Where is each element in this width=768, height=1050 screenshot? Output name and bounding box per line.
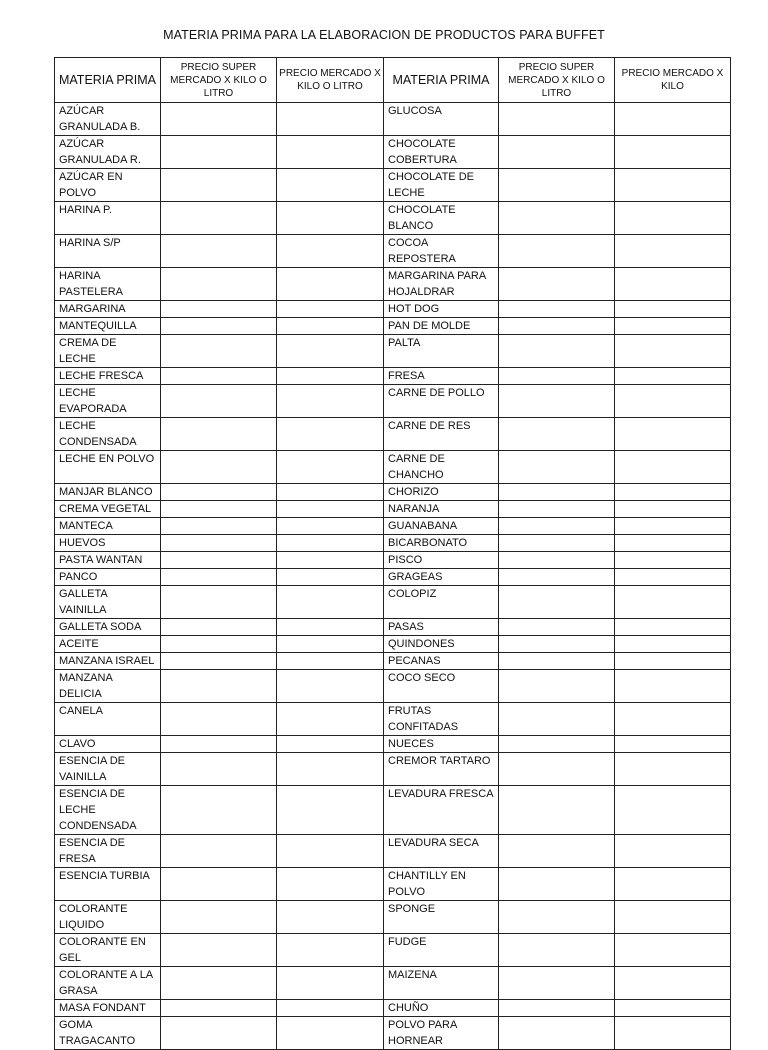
precio-mercado-left-cell[interactable] (277, 736, 384, 753)
precio-mercado-right-cell[interactable] (615, 835, 731, 868)
item-right-cell: COCO SECO (384, 670, 499, 703)
precio-mercado-left-cell[interactable] (277, 586, 384, 619)
precio-super-right-cell[interactable] (499, 586, 615, 619)
precio-super-right-cell[interactable] (499, 1017, 615, 1050)
precio-super-left-cell[interactable] (161, 136, 277, 169)
precio-mercado-right-cell[interactable] (615, 368, 731, 385)
precio-super-left-cell[interactable] (161, 335, 277, 368)
table-body (55, 103, 731, 1050)
precio-mercado-right-cell[interactable] (615, 535, 731, 552)
precio-super-right-cell[interactable] (499, 335, 615, 368)
precio-super-left-cell[interactable] (161, 569, 277, 586)
header-precio-mercado-right: PRECIO MERCADO X KILO (615, 58, 731, 103)
precio-super-left-cell[interactable] (161, 368, 277, 385)
item-left-cell: HARINA P. (55, 202, 161, 235)
item-left-cell: AZÚCAR EN POLVO (55, 169, 161, 202)
precio-super-left-cell[interactable] (161, 268, 277, 301)
table-row (55, 736, 731, 753)
item-right-cell: MAIZENA (384, 967, 499, 1000)
precio-mercado-left-cell[interactable] (277, 518, 384, 535)
table-row (55, 868, 731, 901)
item-left-cell: ESENCIA DE FRESA (55, 835, 161, 868)
table-row (55, 1000, 731, 1017)
item-right-cell: BICARBONATO (384, 535, 499, 552)
precio-mercado-right-cell[interactable] (615, 619, 731, 636)
item-right-cell: PISCO (384, 552, 499, 569)
table-row (55, 335, 731, 368)
precio-mercado-right-cell[interactable] (615, 670, 731, 703)
table-row (55, 451, 731, 484)
item-right-cell: SPONGE (384, 901, 499, 934)
item-left-cell: COLORANTE EN GEL (55, 934, 161, 967)
item-right-cell: PAN DE MOLDE (384, 318, 499, 335)
precio-super-right-cell[interactable] (499, 868, 615, 901)
precio-super-right-cell[interactable] (499, 202, 615, 235)
item-right-cell: PECANAS (384, 653, 499, 670)
precio-super-left-cell[interactable] (161, 301, 277, 318)
precio-mercado-left-cell[interactable] (277, 552, 384, 569)
item-left-cell: AZÚCAR GRANULADA R. (55, 136, 161, 169)
precio-mercado-right-cell[interactable] (615, 103, 731, 136)
precio-mercado-right-cell[interactable] (615, 501, 731, 518)
precio-super-left-cell[interactable] (161, 934, 277, 967)
item-right-cell: COLOPIZ (384, 586, 499, 619)
item-left-cell: MANJAR BLANCO (55, 484, 161, 501)
table-row (55, 619, 731, 636)
precio-mercado-left-cell[interactable] (277, 653, 384, 670)
precio-super-right-cell[interactable] (499, 368, 615, 385)
precio-mercado-right-cell[interactable] (615, 1017, 731, 1050)
item-left-cell: AZÚCAR GRANULADA B. (55, 103, 161, 136)
precio-mercado-left-cell[interactable] (277, 202, 384, 235)
table-row (55, 385, 731, 418)
precio-super-right-cell[interactable] (499, 901, 615, 934)
item-right-cell: PALTA (384, 335, 499, 368)
item-left-cell: CREMA VEGETAL (55, 501, 161, 518)
table-row (55, 670, 731, 703)
item-right-cell: GRAGEAS (384, 569, 499, 586)
item-left-cell: COLORANTE A LA GRASA (55, 967, 161, 1000)
item-right-cell: CHUÑO (384, 1000, 499, 1017)
table-row (55, 169, 731, 202)
precio-super-left-cell[interactable] (161, 736, 277, 753)
item-right-cell: COCOA REPOSTERA (384, 235, 499, 268)
table-row (55, 636, 731, 653)
item-right-cell: CHOCOLATE COBERTURA (384, 136, 499, 169)
precio-mercado-left-cell[interactable] (277, 484, 384, 501)
item-right-cell: PASAS (384, 619, 499, 636)
header-row (55, 58, 731, 103)
document-title: MATERIA PRIMA PARA LA ELABORACION DE PRODUCTOS PARA BUFFET (163, 28, 605, 42)
item-right-cell: CARNE DE CHANCHO (384, 451, 499, 484)
item-right-cell: FUDGE (384, 934, 499, 967)
precio-mercado-right-cell[interactable] (615, 136, 731, 169)
item-right-cell: CHANTILLY EN POLVO (384, 868, 499, 901)
table-row (55, 552, 731, 569)
precio-super-left-cell[interactable] (161, 753, 277, 786)
precio-super-left-cell[interactable] (161, 1000, 277, 1017)
precio-mercado-right-cell[interactable] (615, 703, 731, 736)
item-right-cell: CHOCOLATE BLANCO (384, 202, 499, 235)
precio-mercado-right-cell[interactable] (615, 586, 731, 619)
precio-super-right-cell[interactable] (499, 967, 615, 1000)
precio-mercado-left-cell[interactable] (277, 1017, 384, 1050)
table-row (55, 318, 731, 335)
precio-super-left-cell[interactable] (161, 586, 277, 619)
item-right-cell: HOT DOG (384, 301, 499, 318)
precio-mercado-right-cell[interactable] (615, 318, 731, 335)
precio-super-left-cell[interactable] (161, 1017, 277, 1050)
precio-mercado-left-cell[interactable] (277, 901, 384, 934)
precio-super-right-cell[interactable] (499, 484, 615, 501)
item-left-cell: ACEITE (55, 636, 161, 653)
precio-super-left-cell[interactable] (161, 235, 277, 268)
precio-super-left-cell[interactable] (161, 518, 277, 535)
item-right-cell: CARNE DE POLLO (384, 385, 499, 418)
item-left-cell: MANTECA (55, 518, 161, 535)
precio-super-left-cell[interactable] (161, 484, 277, 501)
precio-super-right-cell[interactable] (499, 1000, 615, 1017)
precio-mercado-right-cell[interactable] (615, 518, 731, 535)
item-left-cell: HARINA S/P (55, 235, 161, 268)
precio-super-right-cell[interactable] (499, 385, 615, 418)
precio-super-left-cell[interactable] (161, 103, 277, 136)
item-left-cell: LECHE EVAPORADA (55, 385, 161, 418)
item-left-cell: MANTEQUILLA (55, 318, 161, 335)
precio-super-right-cell[interactable] (499, 653, 615, 670)
precio-mercado-right-cell[interactable] (615, 169, 731, 202)
table-row (55, 136, 731, 169)
precio-super-left-cell[interactable] (161, 385, 277, 418)
precio-super-right-cell[interactable] (499, 934, 615, 967)
precio-super-right-cell[interactable] (499, 518, 615, 535)
precio-mercado-right-cell[interactable] (615, 901, 731, 934)
precio-super-right-cell[interactable] (499, 235, 615, 268)
item-left-cell: CANELA (55, 703, 161, 736)
item-left-cell: GOMA TRAGACANTO (55, 1017, 161, 1050)
precio-mercado-left-cell[interactable] (277, 967, 384, 1000)
precio-super-left-cell[interactable] (161, 501, 277, 518)
header-materia-prima-right: MATERIA PRIMA (384, 58, 499, 103)
item-left-cell: PASTA WANTAN (55, 552, 161, 569)
precio-super-left-cell[interactable] (161, 318, 277, 335)
item-left-cell: MANZANA ISRAEL (55, 653, 161, 670)
precio-super-right-cell[interactable] (499, 753, 615, 786)
precio-super-right-cell[interactable] (499, 169, 615, 202)
precio-super-left-cell[interactable] (161, 535, 277, 552)
item-left-cell: GALLETA SODA (55, 619, 161, 636)
item-right-cell: CREMOR TARTARO (384, 753, 499, 786)
precio-mercado-left-cell[interactable] (277, 835, 384, 868)
precio-super-left-cell[interactable] (161, 868, 277, 901)
table-row (55, 786, 731, 835)
item-left-cell: GALLETA VAINILLA (55, 586, 161, 619)
item-left-cell: CLAVO (55, 736, 161, 753)
precio-mercado-right-cell[interactable] (615, 636, 731, 653)
precio-mercado-right-cell[interactable] (615, 1000, 731, 1017)
table-row (55, 753, 731, 786)
header-precio-super-left: PRECIO SUPER MERCADO X KILO O LITRO (161, 58, 277, 103)
table-row (55, 535, 731, 552)
item-right-cell: FRESA (384, 368, 499, 385)
precio-super-right-cell[interactable] (499, 136, 615, 169)
item-right-cell: MARGARINA PARA HOJALDRAR (384, 268, 499, 301)
precio-mercado-left-cell[interactable] (277, 385, 384, 418)
table-row (55, 103, 731, 136)
item-left-cell: ESENCIA TURBIA (55, 868, 161, 901)
item-right-cell: CHOCOLATE DE LECHE (384, 169, 499, 202)
table-row (55, 501, 731, 518)
precio-super-right-cell[interactable] (499, 318, 615, 335)
precio-super-right-cell[interactable] (499, 736, 615, 753)
table-row (55, 1017, 731, 1050)
precio-mercado-left-cell[interactable] (277, 786, 384, 835)
precio-super-left-cell[interactable] (161, 451, 277, 484)
precio-super-left-cell[interactable] (161, 202, 277, 235)
precio-mercado-right-cell[interactable] (615, 335, 731, 368)
precio-mercado-left-cell[interactable] (277, 318, 384, 335)
table-row (55, 301, 731, 318)
item-right-cell: GUANABANA (384, 518, 499, 535)
precio-mercado-right-cell[interactable] (615, 301, 731, 318)
precio-super-right-cell[interactable] (499, 535, 615, 552)
precio-mercado-left-cell[interactable] (277, 753, 384, 786)
item-left-cell: HARINA PASTELERA (55, 268, 161, 301)
precio-mercado-left-cell[interactable] (277, 235, 384, 268)
precio-super-left-cell[interactable] (161, 418, 277, 451)
precio-mercado-right-cell[interactable] (615, 235, 731, 268)
precio-super-right-cell[interactable] (499, 636, 615, 653)
precio-super-left-cell[interactable] (161, 653, 277, 670)
precio-super-right-cell[interactable] (499, 786, 615, 835)
precio-super-right-cell[interactable] (499, 569, 615, 586)
item-left-cell: ESENCIA DE LECHE CONDENSADA (55, 786, 161, 835)
precio-super-left-cell[interactable] (161, 670, 277, 703)
precio-mercado-left-cell[interactable] (277, 868, 384, 901)
precio-mercado-left-cell[interactable] (277, 335, 384, 368)
precio-mercado-left-cell[interactable] (277, 619, 384, 636)
header-materia-prima-left: MATERIA PRIMA (55, 58, 161, 103)
precio-super-right-cell[interactable] (499, 552, 615, 569)
table-row (55, 418, 731, 451)
ingredients-price-table (54, 57, 731, 1050)
precio-mercado-left-cell[interactable] (277, 451, 384, 484)
precio-super-right-cell[interactable] (499, 418, 615, 451)
item-right-cell: NUECES (384, 736, 499, 753)
table-row (55, 901, 731, 934)
item-right-cell: LEVADURA FRESCA (384, 786, 499, 835)
item-right-cell: FRUTAS CONFITADAS (384, 703, 499, 736)
precio-super-right-cell[interactable] (499, 703, 615, 736)
precio-mercado-left-cell[interactable] (277, 136, 384, 169)
precio-mercado-left-cell[interactable] (277, 103, 384, 136)
table-row (55, 703, 731, 736)
precio-mercado-right-cell[interactable] (615, 202, 731, 235)
precio-mercado-left-cell[interactable] (277, 368, 384, 385)
precio-super-left-cell[interactable] (161, 967, 277, 1000)
table-row (55, 518, 731, 535)
precio-super-left-cell[interactable] (161, 703, 277, 736)
table-row (55, 653, 731, 670)
item-right-cell: POLVO PARA HORNEAR (384, 1017, 499, 1050)
item-left-cell: LECHE EN POLVO (55, 451, 161, 484)
precio-mercado-right-cell[interactable] (615, 653, 731, 670)
table-row (55, 586, 731, 619)
item-right-cell: CHORIZO (384, 484, 499, 501)
precio-super-left-cell[interactable] (161, 835, 277, 868)
item-left-cell: COLORANTE LIQUIDO (55, 901, 161, 934)
table-row (55, 569, 731, 586)
item-left-cell: PANCO (55, 569, 161, 586)
precio-super-right-cell[interactable] (499, 619, 615, 636)
precio-mercado-left-cell[interactable] (277, 418, 384, 451)
precio-super-right-cell[interactable] (499, 501, 615, 518)
precio-mercado-right-cell[interactable] (615, 934, 731, 967)
item-right-cell: CARNE DE RES (384, 418, 499, 451)
precio-mercado-right-cell[interactable] (615, 736, 731, 753)
table-row (55, 268, 731, 301)
precio-mercado-left-cell[interactable] (277, 1000, 384, 1017)
precio-mercado-left-cell[interactable] (277, 268, 384, 301)
precio-super-right-cell[interactable] (499, 835, 615, 868)
precio-mercado-right-cell[interactable] (615, 786, 731, 835)
precio-super-left-cell[interactable] (161, 169, 277, 202)
precio-mercado-right-cell[interactable] (615, 385, 731, 418)
table-row (55, 202, 731, 235)
precio-super-right-cell[interactable] (499, 670, 615, 703)
item-left-cell: LECHE FRESCA (55, 368, 161, 385)
item-left-cell: MARGARINA (55, 301, 161, 318)
table-row (55, 235, 731, 268)
precio-mercado-left-cell[interactable] (277, 501, 384, 518)
item-right-cell: NARANJA (384, 501, 499, 518)
precio-mercado-right-cell[interactable] (615, 418, 731, 451)
item-left-cell: HUEVOS (55, 535, 161, 552)
precio-super-right-cell[interactable] (499, 301, 615, 318)
item-right-cell: GLUCOSA (384, 103, 499, 136)
precio-mercado-right-cell[interactable] (615, 967, 731, 1000)
item-right-cell: LEVADURA SECA (384, 835, 499, 868)
precio-super-left-cell[interactable] (161, 786, 277, 835)
precio-super-right-cell[interactable] (499, 451, 615, 484)
table-row (55, 484, 731, 501)
table-row (55, 967, 731, 1000)
item-left-cell: ESENCIA DE VAINILLA (55, 753, 161, 786)
header-precio-super-right: PRECIO SUPER MERCADO X KILO O LITRO (499, 58, 615, 103)
item-right-cell: QUINDONES (384, 636, 499, 653)
precio-mercado-right-cell[interactable] (615, 569, 731, 586)
precio-super-left-cell[interactable] (161, 619, 277, 636)
precio-super-right-cell[interactable] (499, 268, 615, 301)
item-left-cell: CREMA DE LECHE (55, 335, 161, 368)
precio-mercado-left-cell[interactable] (277, 670, 384, 703)
precio-mercado-left-cell[interactable] (277, 169, 384, 202)
precio-mercado-right-cell[interactable] (615, 868, 731, 901)
precio-mercado-left-cell[interactable] (277, 301, 384, 318)
item-left-cell: LECHE CONDENSADA (55, 418, 161, 451)
precio-mercado-left-cell[interactable] (277, 569, 384, 586)
precio-mercado-right-cell[interactable] (615, 753, 731, 786)
precio-super-left-cell[interactable] (161, 901, 277, 934)
item-left-cell: MASA FONDANT (55, 1000, 161, 1017)
precio-mercado-left-cell[interactable] (277, 636, 384, 653)
table-row (55, 368, 731, 385)
table-row (55, 934, 731, 967)
precio-mercado-right-cell[interactable] (615, 484, 731, 501)
item-left-cell: MANZANA DELICIA (55, 670, 161, 703)
header-precio-mercado-left: PRECIO MERCADO X KILO O LITRO (277, 58, 384, 103)
precio-super-left-cell[interactable] (161, 636, 277, 653)
precio-mercado-right-cell[interactable] (615, 552, 731, 569)
table-row (55, 835, 731, 868)
precio-mercado-left-cell[interactable] (277, 703, 384, 736)
precio-mercado-left-cell[interactable] (277, 934, 384, 967)
precio-mercado-right-cell[interactable] (615, 451, 731, 484)
precio-super-left-cell[interactable] (161, 552, 277, 569)
precio-mercado-right-cell[interactable] (615, 268, 731, 301)
precio-mercado-left-cell[interactable] (277, 535, 384, 552)
precio-super-right-cell[interactable] (499, 103, 615, 136)
